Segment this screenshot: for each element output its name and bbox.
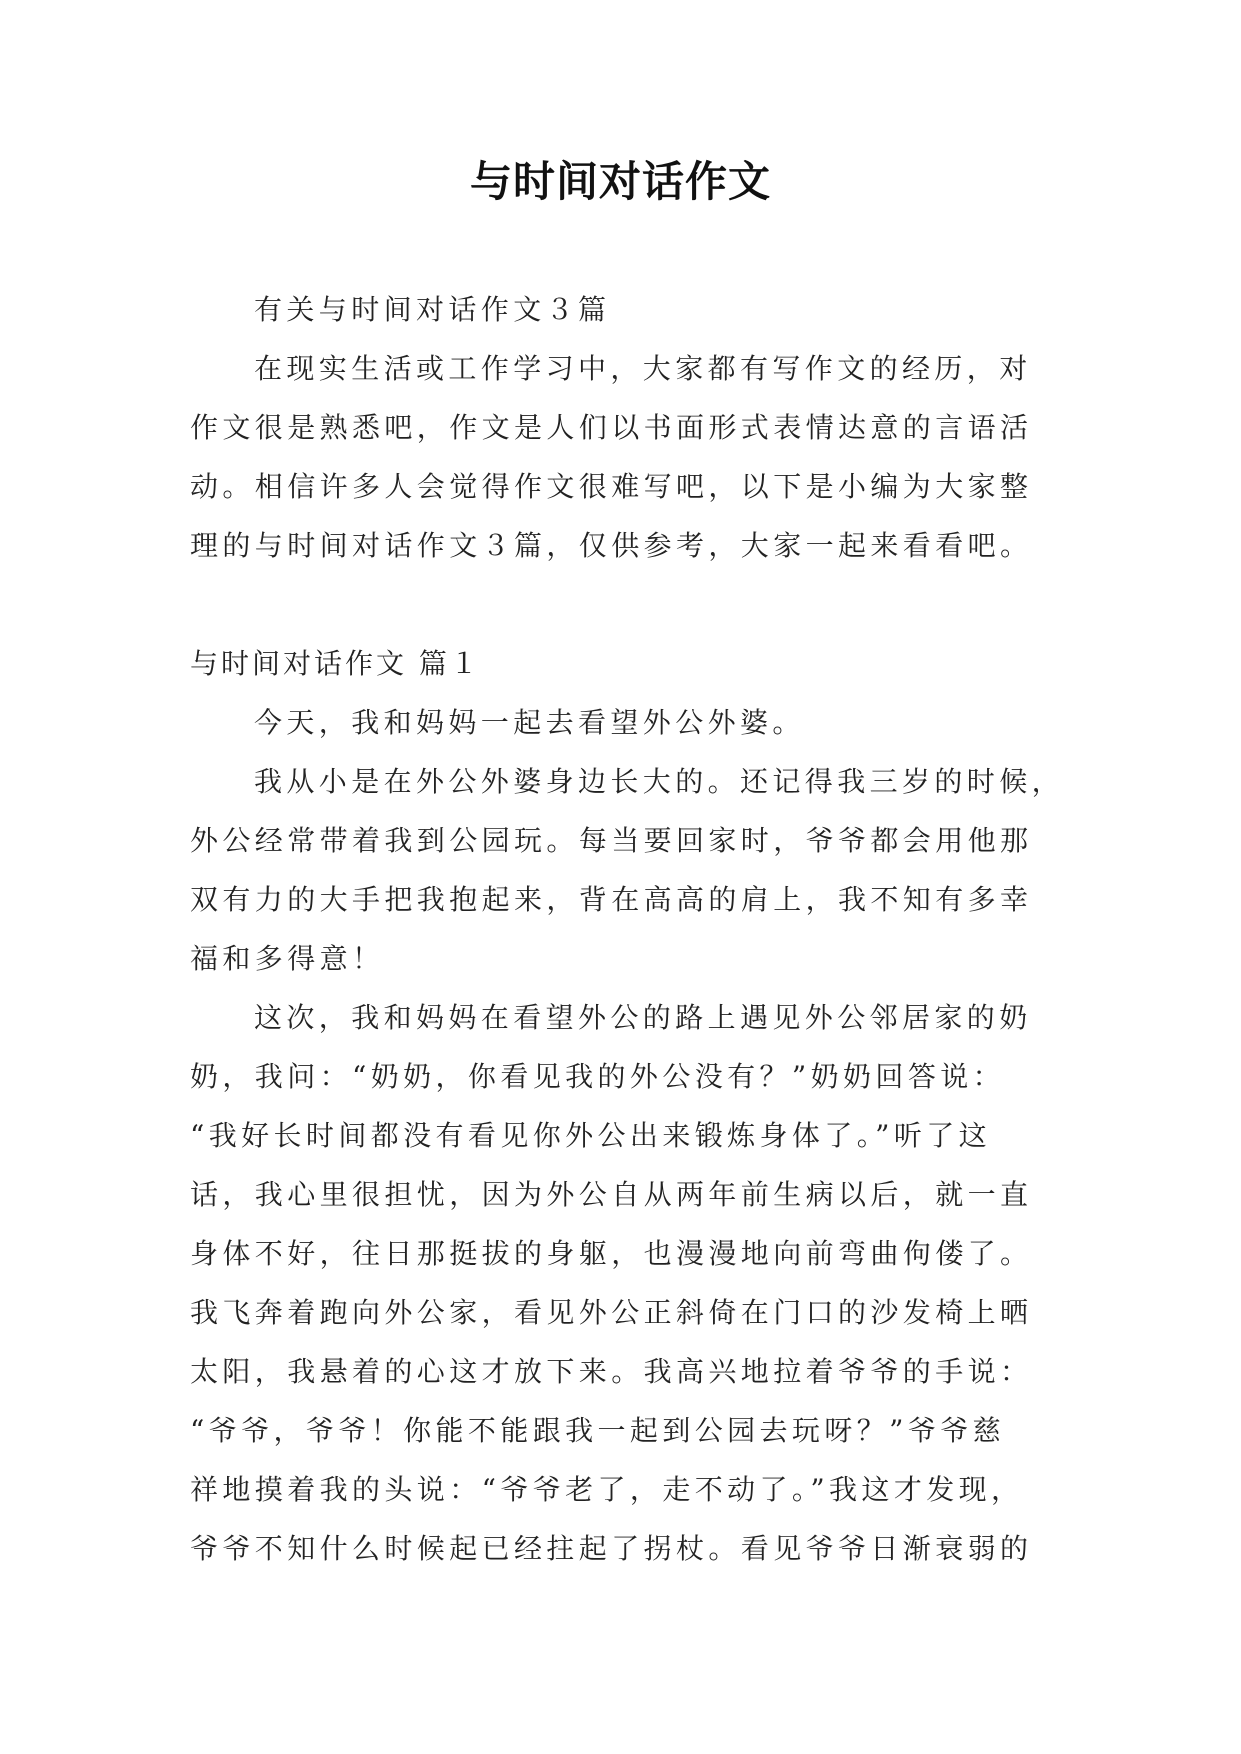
- paragraph-2-line-1: 我从小是在外公外婆身边长大的。还记得我三岁的时候，: [254, 765, 1065, 798]
- paragraph-gap: [190, 575, 1070, 634]
- paragraph-3-line-3: “我好长时间都没有看见你外公出来锻炼身体了。”听了这: [190, 1119, 992, 1152]
- intro-heading-text: 有关与时间对话作文３篇: [254, 293, 611, 326]
- document-title: 与时间对话作文: [469, 157, 771, 206]
- paragraph-3-line-4: 话，我心里很担忧，因为外公自从两年前生病以后，就一直: [190, 1178, 1033, 1211]
- paragraph-1-line-1: 今天，我和妈妈一起去看望外公外婆。: [254, 706, 805, 739]
- intro-heading: [190, 280, 1070, 339]
- intro-line-3: 动。相信许多人会觉得作文很难写吧，以下是小编为大家整: [190, 470, 1033, 503]
- paragraph-3-line-5: 身体不好，往日那挺拔的身躯，也漫漫地向前弯曲佝偻了。: [190, 1237, 1033, 1270]
- section-heading-text: 与时间对话作文 篇１: [190, 647, 481, 680]
- paragraph-3-line-1: 这次，我和妈妈在看望外公的路上遇见外公邻居家的奶: [254, 1001, 1032, 1034]
- intro-line-2: 作文很是熟悉吧，作文是人们以书面形式表情达意的言语活: [190, 411, 1033, 444]
- paragraph-3-line-6: 我飞奔着跑向外公家，看见外公正斜倚在门口的沙发椅上晒: [190, 1296, 1033, 1329]
- paragraph-3-line-8: “爷爷，爷爷！你能不能跟我一起到公园去玩呀？”爷爷慈: [190, 1414, 1006, 1447]
- document-body: [190, 280, 1070, 1578]
- intro-line-1: 在现实生活或工作学习中，大家都有写作文的经历，对: [254, 352, 1032, 385]
- paragraph-2-line-4: 福和多得意！: [190, 942, 385, 975]
- intro-paragraph: [190, 339, 1070, 575]
- paragraph-2-line-2: 外公经常带着我到公园玩。每当要回家时，爷爷都会用他那: [190, 824, 1033, 857]
- paragraph-3-line-7: 太阳，我悬着的心这才放下来。我高兴地拉着爷爷的手说：: [190, 1355, 1033, 1388]
- paragraph-3-line-9: 祥地摸着我的头说：“爷爷老了，走不动了。”我这才发现，: [190, 1473, 1024, 1506]
- section-heading: [190, 634, 1070, 693]
- paragraph-3-line-2: 奶，我问：“奶奶，你看见我的外公没有？”奶奶回答说：: [190, 1060, 1006, 1093]
- paragraph-2: [190, 752, 1070, 988]
- intro-line-4: 理的与时间对话作文３篇，仅供参考，大家一起来看看吧。: [190, 529, 1033, 562]
- paragraph-3: [190, 988, 1070, 1578]
- paragraph-1: [190, 693, 1070, 752]
- paragraph-3-line-10: 爷爷不知什么时候起已经拄起了拐杖。看见爷爷日渐衰弱的: [190, 1532, 1033, 1565]
- paragraph-2-line-3: 双有力的大手把我抱起来，背在高高的肩上，我不知有多幸: [190, 883, 1033, 916]
